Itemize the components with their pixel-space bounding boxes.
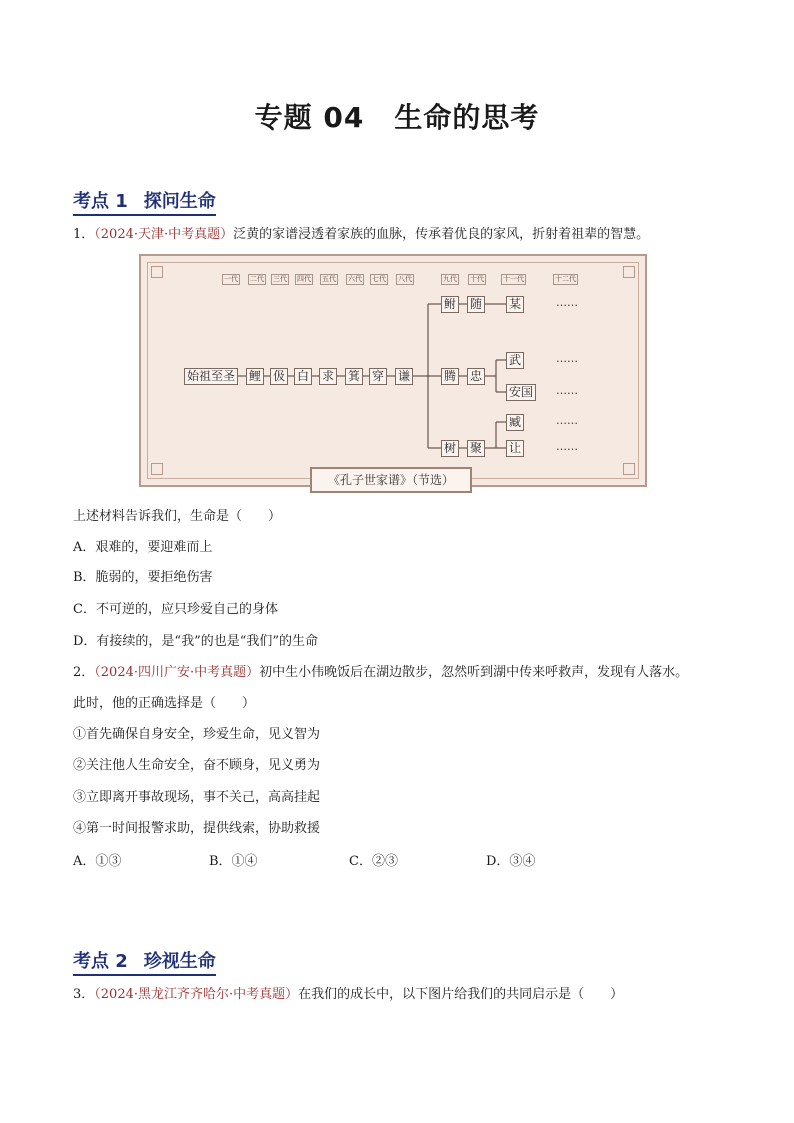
question-source: （2024·天津·中考真题）: [94, 227, 234, 242]
tree-node: 让: [506, 440, 524, 457]
question-1-stem: 1．（2024·天津·中考真题）泛黄的家谱浸透着家族的血脉，传承着优良的家风，折射着祖辈的智慧。: [73, 227, 650, 242]
generation-label: 十二代: [555, 275, 576, 283]
statement-item: ④第一时间报警求助，提供线索，协助救援: [73, 821, 321, 836]
option-d: D．③④: [486, 854, 536, 869]
tree-node: 武: [506, 352, 524, 369]
statement-item: ③立即离开事故现场，事不关己，高高挂起: [73, 790, 321, 805]
option-b: B．①④: [209, 854, 258, 869]
tree-node: 臧: [506, 414, 524, 431]
statement-item: ①首先确保自身安全，珍爱生命，见义智为: [73, 727, 321, 742]
tree-node: 腾: [441, 368, 459, 385]
figure-caption: 《孔子世家谱》（节选）: [310, 467, 472, 493]
tree-node: 白: [294, 368, 312, 385]
generation-label: 三代: [273, 275, 287, 283]
option-b: B．脆弱的，要拒绝伤害: [73, 570, 213, 585]
generation-label: 十一代: [503, 275, 524, 283]
question-2-prompt: 此时，他的正确选择是（ ）: [73, 696, 256, 711]
tree-node: 求: [319, 368, 337, 385]
option-c: C．不可逆的，应只珍爱自己的身体: [73, 602, 278, 617]
tree-node: 某: [506, 296, 524, 313]
tree-node: 谦: [395, 368, 413, 385]
family-tree-figure: 一代 二代 三代 四代 五代 六代 七代 八代 九代 十代 十一代 十二代 始祖至圣 鲤 伋 白 求 箕 穿 谦 鲋 随 某 …… 腾 忠 武 安国 …… …… 树 聚 臧 让 …… ……: [139, 254, 647, 487]
option-d: D．有接续的，是“我”的也是“我们”的生命: [73, 634, 319, 649]
tree-node: 安国: [506, 384, 536, 401]
statement-item: ②关注他人生命安全，奋不顾身，见义勇为: [73, 758, 321, 773]
tree-node: 鲤: [246, 368, 264, 385]
question-2-stem: 2．（2024·四川广安·中考真题）初中生小伟晚饭后在湖边散步，忽然听到湖中传来呼救声，发现有人落水。: [73, 665, 689, 680]
tree-node: 穿: [369, 368, 387, 385]
tree-node: 树: [441, 440, 459, 457]
tree-node: 伋: [270, 368, 288, 385]
option-a: A．①③: [73, 854, 122, 869]
generation-label: 七代: [372, 275, 386, 283]
tree-node: 随: [467, 296, 485, 313]
generation-label: 二代: [250, 275, 264, 283]
tree-node: 聚: [467, 440, 485, 457]
option-a: A．艰难的，要迎难而上: [73, 540, 213, 555]
question-3-stem: 3．（2024·黑龙江齐齐哈尔·中考真题）在我们的成长中，以下图片给我们的共同启示是（ ）: [73, 987, 624, 1002]
tree-node: 鲋: [441, 296, 459, 313]
tree-node: 箕: [345, 368, 363, 385]
generation-label: 九代: [443, 275, 457, 283]
section-heading-1: 考点 1 探问生命: [73, 187, 216, 216]
generation-label: 一代: [224, 275, 238, 283]
question-source: （2024·黑龙江齐齐哈尔·中考真题）: [94, 987, 299, 1002]
tree-node: 忠: [467, 368, 485, 385]
option-c: C．②③: [349, 854, 398, 869]
page-title: 专题 04 生命的思考: [254, 101, 540, 134]
question-2-options: [73, 850, 673, 870]
generation-label: 五代: [322, 275, 336, 283]
tree-node: 始祖至圣: [184, 368, 238, 385]
question-source: （2024·四川广安·中考真题）: [94, 665, 260, 680]
question-1-prompt: 上述材料告诉我们，生命是（ ）: [73, 509, 282, 524]
generation-label: 四代: [297, 275, 311, 283]
generation-label: 六代: [348, 275, 362, 283]
section-heading-2: 考点 2 珍视生命: [73, 947, 216, 976]
generation-label: 八代: [398, 275, 412, 283]
generation-label: 十代: [470, 275, 484, 283]
